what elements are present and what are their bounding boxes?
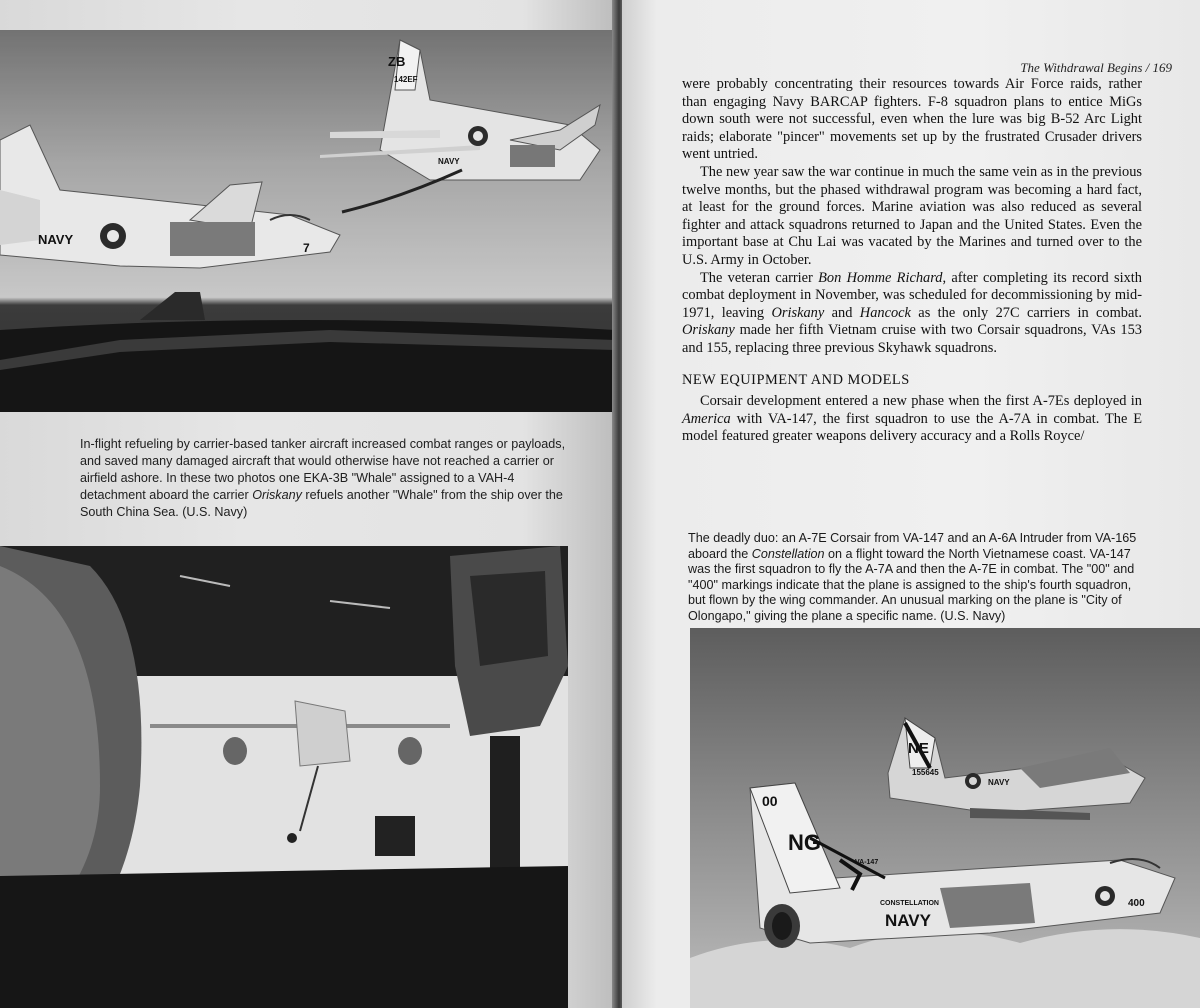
a7-tail-code: NG [788, 830, 821, 855]
refueling-photo-top-art [0, 30, 615, 412]
paragraph-3 [682, 270, 1142, 358]
a7-side-number: 400 [1128, 898, 1145, 909]
right-caption-a: The deadly duo: an A-7E Corsair from VA-147 and an A-6A Intruder from VA-165 aboard the [688, 531, 1137, 561]
refueling-photo-top [0, 30, 615, 412]
corsair-intruder-photo [690, 628, 1200, 1008]
a6-navy: NAVY [988, 778, 1010, 787]
side-number-seven: 7 [303, 241, 310, 255]
right-photo-caption [688, 531, 1140, 624]
a6-tail-code: NE [908, 740, 929, 757]
paragraph-2: The new year saw the war continue in much the same vein as in the previous twelve months, but the phased withdrawal program was becoming a hard fact, at least for the ground forces. Marine aviation was also reduced as several fighter and attack squadrons returned to Japan and the United States. Even the important base at Chu Lai was vacated by the Marines and turned over to the U.S. Army in October. [682, 163, 1142, 268]
navy-marking-upper: NAVY [438, 157, 460, 166]
refueling-photo-bottom [0, 546, 568, 1008]
right-caption-b: on a flight toward the North Vietnamese coast. VA-147 was the first squadron to fly the A-7A and then the A-7E in combat. The "00" and "400" markings indicate that the plane is assigned to the ship's fourth squadron, but flown by the wing commander. An unusual marking on the plane is "City of Olongapo," giving the plane a specific name. (U.S. Navy) [688, 546, 1135, 623]
a6-bureau-number: 155645 [912, 768, 939, 777]
p4-ship: America [682, 410, 731, 427]
refueling-photo-bottom-art [0, 546, 568, 1008]
p3-ship2: Oriskany [771, 304, 825, 321]
tail-code-zb: ZB [388, 54, 406, 69]
body-text [682, 76, 1142, 446]
a7-squadron: VA-147 [855, 859, 879, 866]
left-photo-caption [80, 436, 580, 521]
p3-ship4: Oriskany [682, 322, 735, 339]
section-heading: NEW EQUIPMENT AND MODELS [682, 371, 910, 388]
left-caption-part1: In-flight refueling by carrier-based tanker aircraft increased combat ranges or payloads, and saved many damaged aircraft that would otherwise have not reached a carrier or airfield ashore. In these two photos one EKA-3B "Whale" assigned to a VAH-4 detachment aboard the carrier [80, 437, 566, 502]
p3-e: made her fifth Vietnam cruise with two Corsair squadrons, VAs 153 and 155, replacing three previous Skyhawk squadrons. [682, 322, 1142, 356]
corsair-intruder-photo-art [690, 628, 1200, 1008]
paragraph-1: were probably concentrating their resources towards Air Force raids, rather than engaging Navy BARCAP fighters. F-8 squadron plans to entice MiGs down south were not successful, even when the lure was big B-52 Arc Light raids; elaborate "pincer" movements set up by the frustrated Crusader drivers went untried. [682, 76, 1142, 163]
tail-bureau-number: 142EF [394, 75, 418, 84]
right-caption-ship: Constellation [751, 546, 825, 561]
p3-b: , after completing its record sixth combat deployment in November, was scheduled for decommissioning by mid-1971, leaving [682, 269, 1142, 321]
navy-marking-lower: NAVY [38, 232, 74, 247]
p3-c: and [824, 304, 860, 321]
p3-d: as the only 27C carriers in combat. [910, 304, 1142, 321]
a6-intruder [888, 718, 1145, 820]
p4-b: with VA-147, the first squadron to use the A-7A in combat. The E model featured greater weapons delivery accuracy and a Rolls Royce/ [682, 410, 1142, 445]
p3-ship3: Hancock [859, 304, 911, 321]
left-caption-ship: Oriskany [252, 488, 302, 502]
p3-a: The veteran carrier [700, 269, 819, 286]
p3-ship1: Bon Homme Richard [818, 269, 943, 286]
a7-tail-number: 00 [762, 793, 778, 809]
right-page [622, 0, 1200, 1008]
running-head: The Withdrawal Begins / 169 [1020, 60, 1172, 75]
a7-ship-name: CONSTELLATION [880, 900, 939, 907]
paragraph-4 [682, 393, 1142, 446]
a7-navy: NAVY [885, 911, 931, 930]
left-caption-part2: refuels another "Whale" from the ship over the South China Sea. (U.S. Navy) [80, 488, 563, 519]
p4-a: Corsair development entered a new phase when the first A-7Es deployed in [700, 393, 1142, 410]
